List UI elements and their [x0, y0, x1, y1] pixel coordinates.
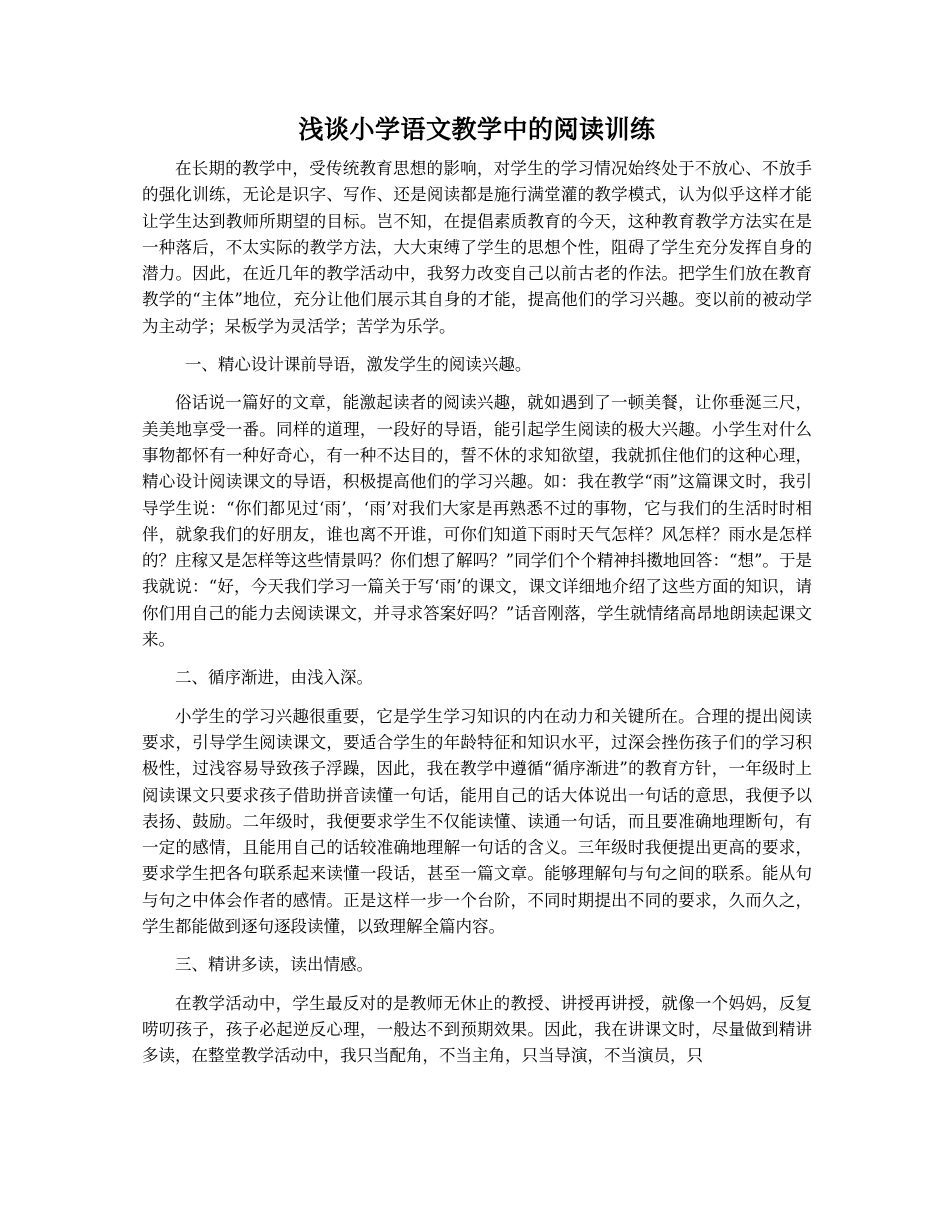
spacer — [142, 340, 812, 352]
spacer — [142, 979, 812, 991]
document-title: 浅谈小学语文教学中的阅读训练 — [298, 115, 656, 144]
section-heading-2: 二、循序渐进，由浅入深。 — [175, 668, 373, 688]
section-3-paragraph: 在教学活动中，学生最反对的是教师无休止的教授、讲授再讲授，就像一个妈妈，反复唠叨孩子，孩子必起逆反心理，一般达不到预期效果。因此，我在讲课文时，尽量做到精讲多读，在整堂教学活动中，我只当配角，不当主角，只当导演，不当演员，只 — [142, 993, 812, 1066]
section-1-paragraph: 俗话说一篇好的文章，能激起读者的阅读兴趣，就如遇到了一顿美餐，让你垂涎三尺，美美地享受一番。同样的道理，一段好的导语，能引起学生阅读的极大兴趣。小学生对什么事物都怀有一种好奇心，有一种不达目的，誓不休的求知欲望，我就抓住他们的这种心理，精心设计阅读课文的导语，积极提高他们的学习兴趣。如：我在教学“雨”这篇课文时，我引导学生说：“你们都见过‘雨’，‘雨’对我们大家是再熟悉不过的事物，它与我们的生活时时相伴，就象我们的好朋友，谁也离不开谁，可你们知道下雨时天气怎样？风怎样？雨水是怎样的？庄稼又是怎样等这些情景吗？你们想了解吗？”同学们个个精神抖擞地回答：“想”。于是我就说：“好，今天我们学习一篇关于写‘雨’的课文，课文详细地介绍了这些方面的知识，请你们用自己的能力去阅读课文，并寻求答案好吗？”话音刚落，学生就情绪高昂地朗读起课文来。 — [142, 393, 812, 650]
spacer — [142, 653, 812, 665]
section-2-paragraph: 小学生的学习兴趣很重要，它是学生学习知识的内在动力和关键所在。合理的提出阅读要求，引导学生阅读课文，要适合学生的年龄特征和知识水平，过深会挫伤孩子们的学习积极性，过浅容易导致孩子浮躁，因此，我在教学中遵循“循序渐进”的教育方针，一年级时上阅读课文只要求孩子借助拼音读懂一句话，能用自己的话大体说出一句话的意思，我便予以表扬、鼓励。二年级时，我便要求学生不仅能读懂、读通一句话，而且要准确地理断句，有一定的感情，且能用自己的话较准确地理解一句话的含义。三年级时我便提出更高的要求，要求学生把各句联系起来读懂一段话，甚至一篇文章。能够理解句与句之间的联系。能从句与句之中体会作者的感情。正是这样一步一个台阶，不同时期提出不同的要求，久而久之，学生都能做到逐句逐段读懂，以致理解全篇内容。 — [142, 706, 812, 937]
spacer — [142, 378, 812, 390]
section-heading-3: 三、精讲多读，读出情感。 — [175, 955, 373, 975]
document-page — [142, 112, 812, 1070]
spacer — [142, 940, 812, 952]
spacer — [142, 692, 812, 704]
intro-paragraph: 在长期的教学中，受传统教育思想的影响，对学生的学习情况始终处于不放心、不放手的强化训练，无论是识字、写作、还是阅读都是施行满堂灌的教学模式，认为似乎这样才能让学生达到教师所期望的目标。岂不知，在提倡素质教育的今天，这种教育教学方法实在是一种落后，不太实际的教学方法，大大束缚了学生的思想个性，阻碍了学生充分发挥自身的潜力。因此，在近几年的教学活动中，我努力改变自己以前古老的作法。把学生们放在教育教学的“主体”地位，充分让他们展示其自身的才能，提高他们的学习兴趣。变以前的被动学为主动学；呆板学为灵活学；苦学为乐学。 — [142, 159, 812, 336]
section-heading-1: 一、精心设计课前导语，激发学生的阅读兴趣。 — [184, 355, 532, 375]
